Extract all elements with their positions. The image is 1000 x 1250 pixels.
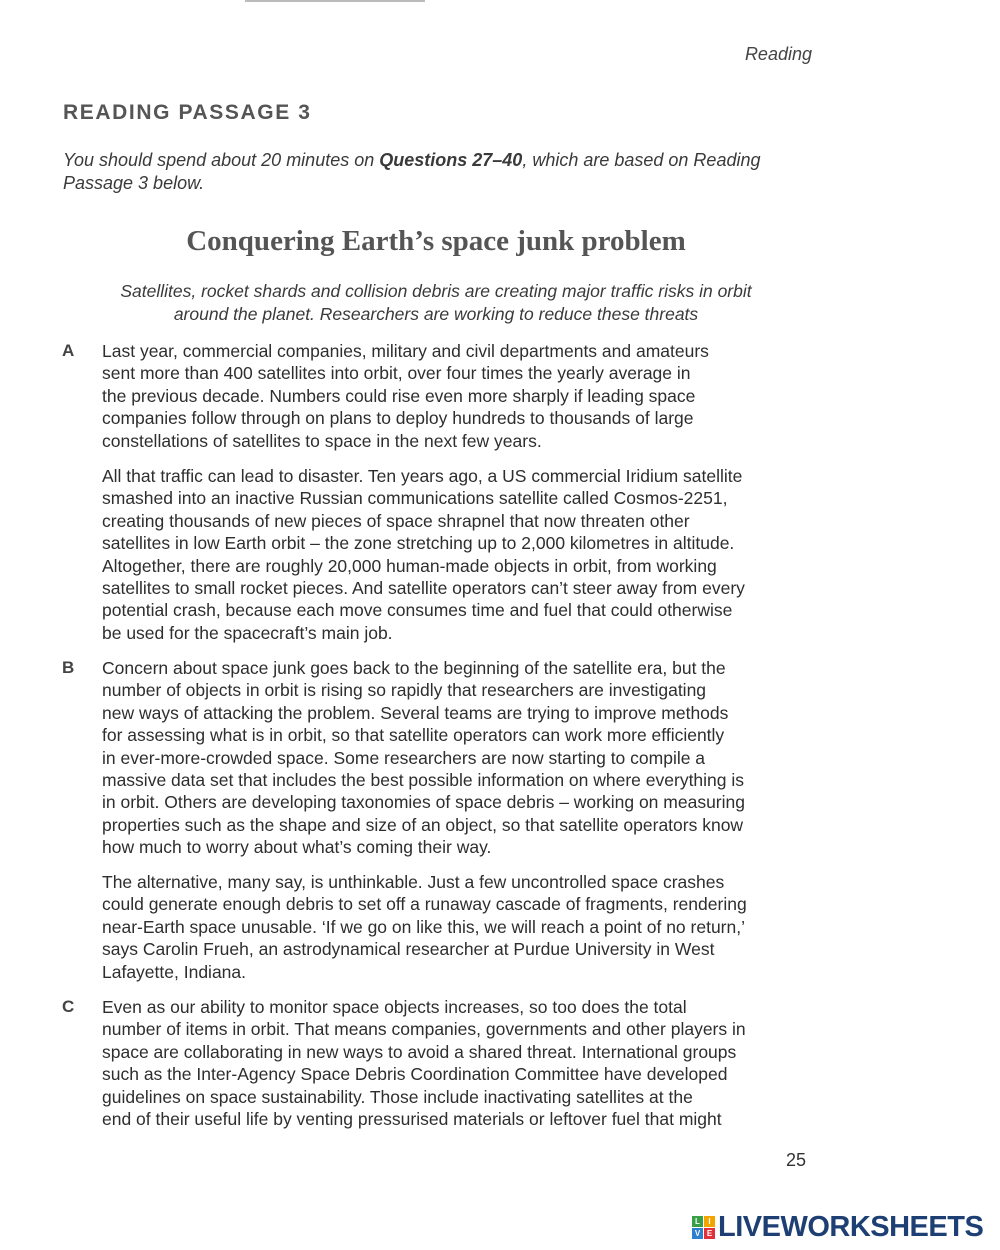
running-head: Reading — [744, 44, 812, 64]
paragraph-line: properties such as the shape and size of an object, so that satellite operators know — [102, 814, 744, 835]
article-subtitle — [0, 280, 872, 326]
paragraph-line: number of items in orbit. That means companies, governments and other players in — [102, 1019, 746, 1040]
paragraph-line: Lafayette, Indiana. — [102, 961, 246, 982]
paragraph-line: smashed into an inactive Russian communications satellite called Cosmos-2251, — [102, 488, 728, 509]
paragraph — [102, 871, 747, 983]
paragraph-line: companies follow through on plans to deploy hundreds to thousands of large — [102, 408, 694, 429]
paragraph-line: end of their useful life by venting pressurised materials or leftover fuel that might — [102, 1109, 722, 1130]
paragraph-line: be used for the spacecraft’s main job. — [102, 622, 393, 643]
paragraph-line: new ways of attacking the problem. Several teams are trying to improve methods — [102, 702, 729, 723]
paragraph — [102, 465, 745, 644]
paragraph-line: Concern about space junk goes back to the beginning of the satellite era, but the — [102, 658, 726, 678]
paragraph-line: sent more than 400 satellites into orbit, over four times the yearly average in — [102, 363, 691, 384]
logo-badge — [692, 1216, 715, 1239]
instr-text: , which are based on Reading — [522, 150, 761, 170]
paragraph-line: Altogether, there are roughly 20,000 human-made objects in orbit, from working — [102, 555, 717, 576]
instr-questions: Questions 27–40 — [379, 150, 523, 170]
paragraph-line: Even as our ability to monitor space objects increases, so too does the total — [102, 997, 687, 1017]
liveworksheets-logo — [692, 1211, 983, 1244]
paragraph-line: how much to worry about what’s coming their way. — [102, 837, 492, 858]
paragraph-line: in orbit. Others are developing taxonomies of space debris – working on measuring — [102, 792, 745, 813]
paragraph-line: number of objects in orbit is rising so rapidly that researchers are investigating — [102, 680, 707, 701]
logo-badge-letter: L — [692, 1216, 703, 1227]
paragraph — [102, 340, 709, 452]
page-number: 25 — [786, 1150, 807, 1170]
paragraph-line: could generate enough debris to set off a runaway cascade of fragments, rendering — [102, 894, 747, 915]
logo-badge-letter: I — [704, 1216, 715, 1227]
paragraph-line: creating thousands of new pieces of space shrapnel that now threaten other — [102, 510, 690, 531]
paragraph-line: near-Earth space unusable. ‘If we go on like this, we will reach a point of no return,’ — [102, 916, 745, 937]
paragraph-line: such as the Inter-Agency Space Debris Coordination Committee have developed — [102, 1064, 728, 1085]
passage-heading: READING PASSAGE 3 — [63, 101, 312, 124]
paragraph-letter: A — [62, 341, 75, 360]
instr-text: Passage 3 below. — [63, 173, 205, 193]
paragraph-letter: C — [62, 997, 75, 1016]
paragraph-line: space are collaborating in new ways to avoid a shared threat. International groups — [102, 1041, 737, 1062]
paragraph-line: in ever-more-crowded space. Some researchers are now starting to compile a — [102, 747, 706, 768]
paragraph-line: All that traffic can lead to disaster. Ten years ago, a US commercial Iridium satellite — [102, 466, 743, 486]
subtitle-line: Satellites, rocket shards and collision debris are creating major traffic risks in orbit — [120, 281, 752, 301]
paragraph-line: potential crash, because each move consumes time and fuel that could otherwise — [102, 600, 733, 621]
paragraph-line: Last year, commercial companies, military and civil departments and amateurs — [102, 341, 709, 361]
paragraph-line: guidelines on space sustainability. Those include inactivating satellites at the — [102, 1086, 693, 1107]
paragraph — [102, 996, 746, 1130]
paragraph-line: satellites in low Earth orbit – the zone stretching up to 2,000 kilometres in altitude. — [102, 533, 735, 554]
logo-text: LIVEWORKSHEETS — [718, 1211, 984, 1243]
paragraph-line: the previous decade. Numbers could rise even more sharply if leading space — [102, 385, 696, 406]
paragraph-line: massive data set that includes the best possible information on where everything is — [102, 770, 745, 791]
paragraph-line: constellations of satellites to space in the next few years. — [102, 430, 542, 451]
instructions — [63, 149, 761, 195]
logo-badge-letter: V — [692, 1228, 703, 1239]
article-title: Conquering Earth’s space junk problem — [186, 225, 686, 257]
subtitle-line: around the planet. Researchers are working to reduce these threats — [173, 304, 699, 324]
paragraph — [102, 657, 745, 859]
instr-text: You should spend about 20 minutes on — [63, 150, 380, 170]
scan-edge-line — [245, 0, 425, 2]
paragraph-line: for assessing what is in orbit, so that satellite operators can work more efficiently — [102, 725, 725, 746]
paragraph-line: satellites to small rocket pieces. And satellite operators can’t steer away from every — [102, 578, 745, 599]
paragraph-line: says Carolin Frueh, an astrodynamical researcher at Purdue University in West — [102, 939, 715, 960]
logo-badge-letter: E — [704, 1228, 715, 1239]
paragraph-line: The alternative, many say, is unthinkable. Just a few uncontrolled space crashes — [102, 872, 725, 892]
paragraph-letter: B — [62, 658, 75, 677]
